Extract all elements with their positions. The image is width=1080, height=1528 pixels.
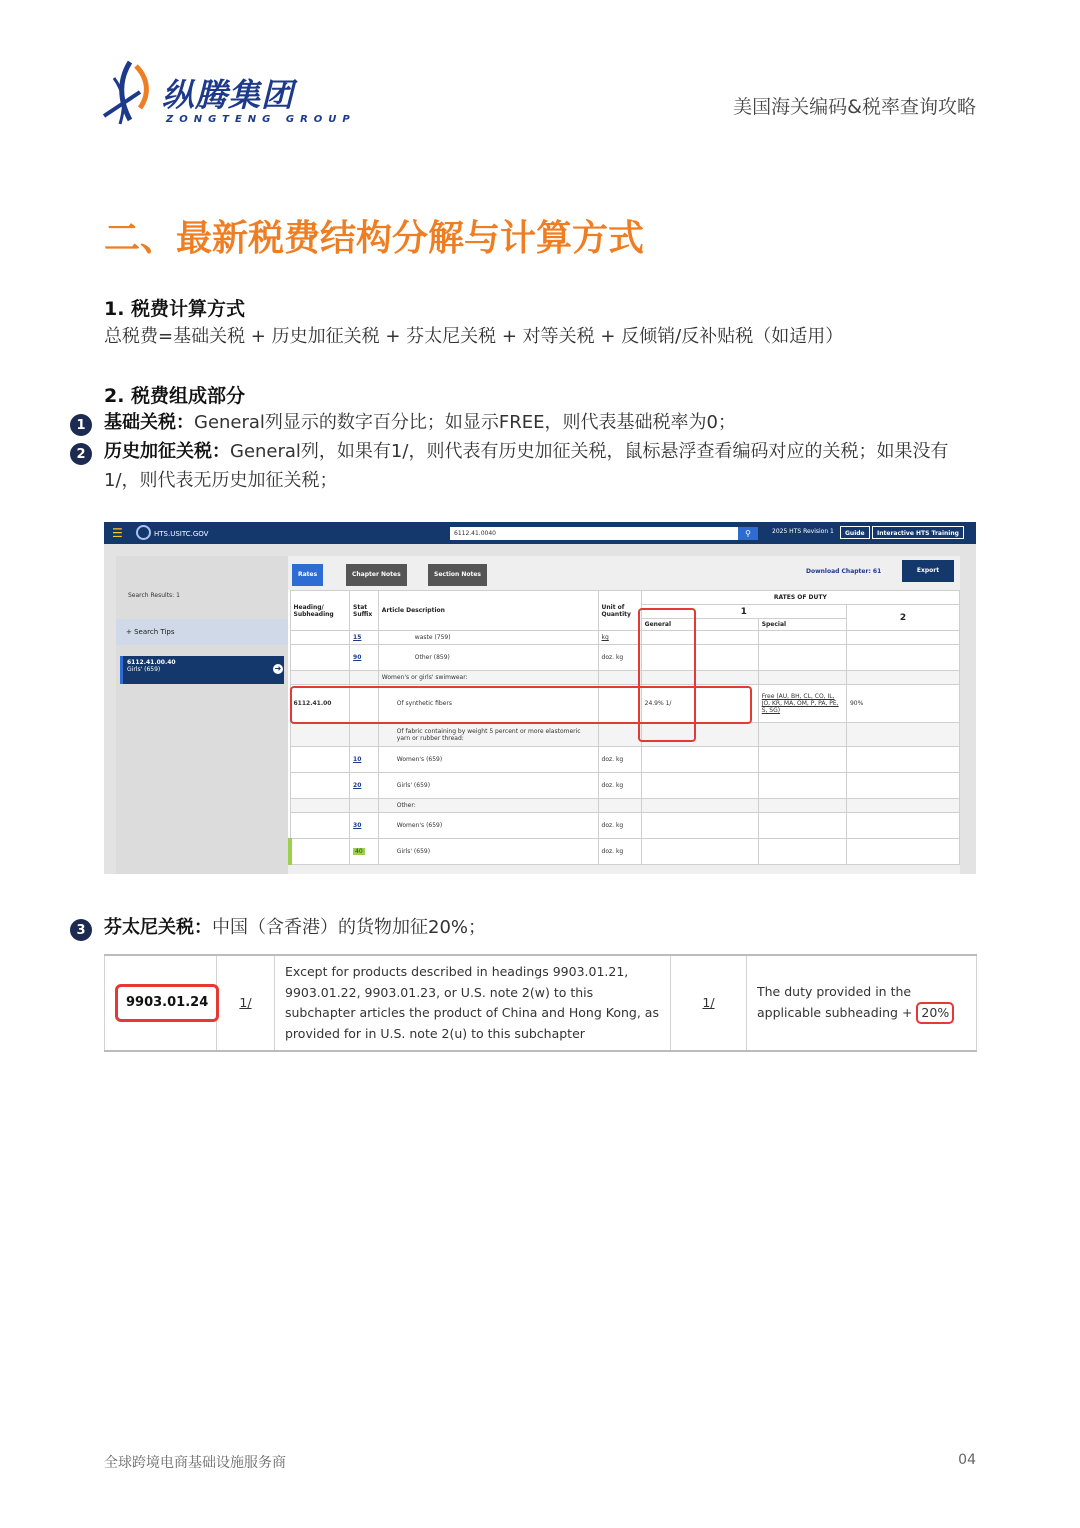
hts-search-input[interactable]: 6112.41.0040 bbox=[450, 527, 738, 540]
calc-method-heading: 1. 税费计算方式 bbox=[104, 298, 246, 320]
table-row: Other: bbox=[290, 799, 960, 813]
footer-tagline: 全球跨境电商基础设施服务商 bbox=[104, 1455, 286, 1471]
hts-logo[interactable]: HTS.USITC.GOV bbox=[154, 530, 209, 538]
selected-result-code: 6112.41.00.40 bbox=[127, 659, 176, 666]
heading-9903-table bbox=[104, 954, 976, 1054]
tab-section-notes[interactable]: Section Notes bbox=[428, 564, 487, 586]
item-number-badge: 1 bbox=[70, 414, 92, 436]
section-title: 二、最新税费结构分解与计算方式 bbox=[104, 218, 645, 259]
table-row: 90 Other (859) doz. kg bbox=[290, 645, 960, 671]
item-label: 芬太尼关税： bbox=[104, 917, 212, 938]
search-results-count: Search Results: 1 bbox=[128, 592, 180, 599]
item-label: 历史加征关税： bbox=[104, 441, 230, 462]
document-title: 美国海关编码&税率查询攻略 bbox=[733, 96, 976, 118]
table-row: Of fabric containing by weight 5 percent or more elastomeric yarn or rubber thread: bbox=[290, 723, 960, 747]
footnote-ref: 1/ bbox=[239, 994, 252, 1010]
components-heading: 2. 税费组成部分 bbox=[104, 385, 246, 407]
item-text: 中国（含香港）的货物加征20%； bbox=[212, 917, 487, 938]
hts-sidebar bbox=[116, 556, 288, 874]
table-row: 40 Girls' (659) doz. kg bbox=[290, 839, 960, 865]
search-icon[interactable]: ⚲ bbox=[738, 527, 758, 540]
footnote-ref: 1/ bbox=[702, 994, 715, 1010]
total-tax-formula: 总税费=基础关税 + 历史加征关税 + 芬太尼关税 + 对等关税 + 反倾销/反补贴税（如适用） bbox=[104, 326, 844, 347]
heading-code: 9903.01.24 bbox=[115, 984, 219, 1023]
search-tips-toggle[interactable]: + Search Tips bbox=[116, 619, 288, 645]
heading-description: Except for products described in headings 9903.01.21, 9903.01.22, 9903.01.23, or U.S. note 2(w) to this subchapter articles the product of China and Hong Kong, as provided for in U.S. note 2(u) to this subchapter bbox=[275, 955, 671, 1051]
col-rate-2: 2 bbox=[846, 605, 959, 631]
table-row: 6112.41.00 Of synthetic fibers 24.9% 1/ Free (AU, BH, CL, CO, IL, JO, KR, MA, OM, P, PA, PE, S, SG) 90% bbox=[290, 685, 960, 723]
col-unit: Unit of Quantity bbox=[598, 591, 641, 631]
table-row: 10 Women's (659) doz. kg bbox=[290, 747, 960, 773]
col-description: Article Description bbox=[378, 591, 598, 631]
logo-mark-icon bbox=[100, 58, 162, 130]
logo-text: 纵腾集团 bbox=[162, 76, 295, 114]
selected-result[interactable] bbox=[120, 656, 284, 684]
selected-result-desc: Girls' (659) bbox=[127, 666, 161, 673]
duty-text: The duty provided in the applicable subheading + 20% bbox=[747, 955, 977, 1051]
item-text: General列显示的数字百分比；如显示FREE，则代表基础税率为0； bbox=[194, 412, 736, 433]
hts-revision: 2025 HTS Revision 1 bbox=[772, 528, 834, 535]
usitc-seal-icon bbox=[136, 525, 151, 540]
logo-subtitle: ZONGTENG GROUP bbox=[166, 114, 356, 125]
col-rates-of-duty: RATES OF DUTY bbox=[641, 591, 959, 605]
hts-rates-table bbox=[288, 590, 960, 865]
page-number: 04 bbox=[958, 1452, 976, 1468]
tab-chapter-notes[interactable]: Chapter Notes bbox=[346, 564, 407, 586]
row-6112-highlight bbox=[290, 686, 752, 724]
guide-button[interactable]: Guide bbox=[840, 526, 870, 539]
hts-top-bar bbox=[104, 522, 976, 544]
company-logo bbox=[100, 58, 356, 134]
arrow-right-icon: ➜ bbox=[274, 664, 282, 673]
table-row: 20 Girls' (659) doz. kg bbox=[290, 773, 960, 799]
item-text: General列，如果有1/，则代表有历史加征关税，鼠标悬浮查看编码对应的关税；如果没有1/，则代表无历史加征关税； bbox=[104, 441, 949, 491]
tab-rates[interactable]: Rates bbox=[292, 564, 323, 586]
hts-screenshot bbox=[104, 522, 976, 874]
item-label: 基础关税： bbox=[104, 412, 194, 433]
col-heading: Heading/ Subheading bbox=[290, 591, 350, 631]
table-row: Women's or girls' swimwear: bbox=[290, 671, 960, 685]
col-suffix: Stat Suffix bbox=[350, 591, 379, 631]
item-number-badge: 2 bbox=[70, 443, 92, 465]
table-row bbox=[105, 955, 977, 1051]
item-number-badge: 3 bbox=[70, 919, 92, 941]
export-button[interactable]: Export bbox=[902, 560, 954, 582]
hamburger-icon[interactable]: ☰ bbox=[112, 526, 123, 540]
base-tariff-item bbox=[104, 408, 980, 437]
col-rate-1: 1 bbox=[641, 605, 846, 619]
table-row: 30 Women's (659) doz. kg bbox=[290, 813, 960, 839]
col-special: Special bbox=[758, 619, 846, 631]
table-row: 15 waste (759) kg bbox=[290, 631, 960, 645]
fentanyl-tariff-item bbox=[104, 913, 980, 942]
download-chapter-link[interactable]: Download Chapter: 61 bbox=[806, 568, 882, 575]
col-general: General bbox=[641, 619, 758, 631]
training-button[interactable]: Interactive HTS Training bbox=[872, 526, 964, 539]
historic-tariff-item bbox=[104, 437, 980, 495]
duty-percent: 20% bbox=[916, 1002, 954, 1024]
